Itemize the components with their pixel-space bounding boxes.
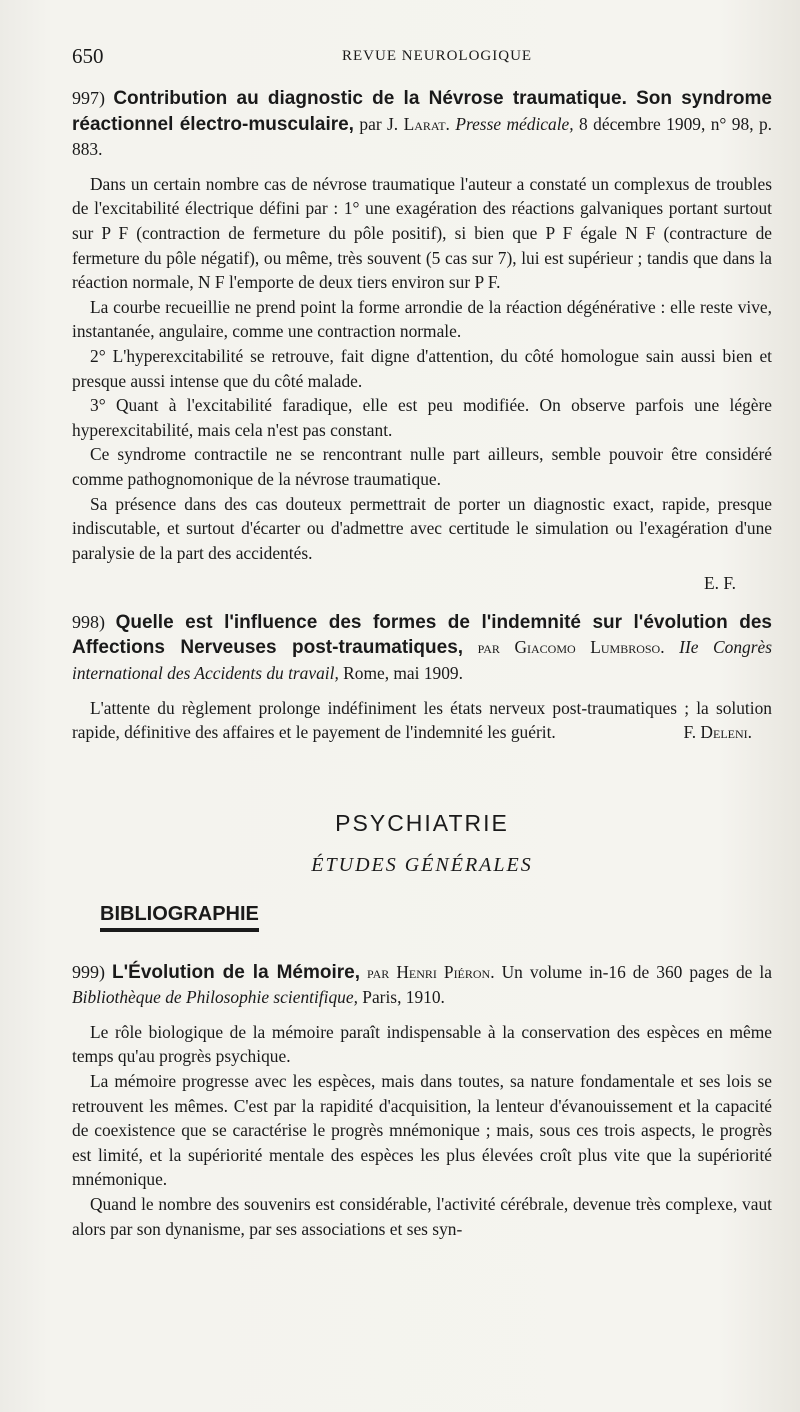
abstract-999	[72, 960, 772, 1242]
entry-place-date: Rome, mai 1909.	[343, 663, 463, 684]
entry-heading	[72, 960, 772, 1010]
entry-author: Lumbroso.	[590, 637, 665, 658]
entry-author: Larat.	[403, 113, 450, 134]
entry-source: IIe Congrès international des Accidents du travail,	[72, 637, 772, 684]
body-paragraph: Ce syndrome contractile ne se rencontrant nulle part ailleurs, semble pouvoir être considéré comme pathognomonique de la névrose traumatique.	[72, 444, 772, 489]
entry-date: 8 décembre 1909, n° 98, p. 883.	[72, 113, 773, 160]
body-paragraph: Quand le nombre des souvenirs est considérable, l'activité cérébrale, devenue très complexe, vaut alors par son dynanisme, par ses associations et ses syn-	[72, 1193, 772, 1239]
subsection-heading: ÉTUDES GÉNÉRALES	[311, 854, 533, 877]
entry-title: L'Évolution de la Mémoire,	[112, 961, 361, 983]
entry-title: Contribution au diagnostic de la Névrose traumatique. Son syndrome réactionnel électro-musculaire,	[72, 88, 773, 135]
entry-heading	[72, 610, 772, 686]
abstract-998	[72, 610, 772, 745]
page-header	[72, 44, 772, 74]
body-paragraph: 2° L'hyperexcitabilité se retrouve, fait digne d'attention, du côté homologue sain aussi bien et presque aussi intense que du côté malade.	[72, 345, 772, 391]
signature: F. Deleni.	[683, 722, 752, 743]
page-number: 650	[72, 44, 104, 68]
entry-number: 997)	[72, 88, 105, 108]
entry-by: par Giacomo	[477, 637, 576, 658]
entry-collection: Bibliothèque de Philosophie scientifique,	[72, 987, 358, 1008]
bibliography-heading: BIBLIOGRAPHIE	[100, 902, 259, 932]
body-paragraph: Dans un certain nombre cas de névrose traumatique l'auteur a constaté un complexus de troubles de l'excitabilité électrique défini par : 1° une exagération des réactions galvaniques portant surtout sur P F (contraction de fermeture du pôle positif), si bien que P F égale N F (contracture de fermeture du pôle négatif), ou même, très souvent (5 cas sur 7), lui est supérieur ; tandis que dans la réaction normale, N F l'emporte de deux tiers environ sur P F.	[72, 173, 772, 293]
body-paragraph: La mémoire progresse avec les espèces, mais dans toutes, sa nature fondamentale et ses lois se retrouvent les mêmes. C'est par la rapidité d'acquisition, la lenteur d'évanouissement et la capacité de coexistence que se caractérise le progrès mnémonique ; mais, sous ces trois aspects, le progrès est limité, et la supériorité mentale des espèces les plus élevées croît plus vite que la supériorité mnémonique.	[72, 1071, 772, 1190]
entry-details: Un volume in-16 de 360 pages de la	[501, 961, 772, 982]
running-title: REVUE NEUROLOGIQUE	[342, 48, 533, 64]
body-paragraph: 3° Quant à l'excitabilité faradique, elle est peu modifiée. On observe parfois une légère hyperexcitabilité, mais cela n'est pas constant.	[72, 395, 772, 440]
entry-title: Quelle est l'influence des formes de l'indemnité sur l'évolution des Affections Nerveuses post-traumatiques,	[72, 611, 772, 659]
abstract-997	[72, 86, 772, 596]
entry-number: 998)	[72, 611, 105, 632]
body-paragraph: La courbe recueillie ne prend point la forme arrondie de la réaction dégénérative : elle reste vive, instantanée, angulaire, comme une contraction normale.	[72, 296, 772, 342]
body-paragraph: Sa présence dans des cas douteux permettrait de porter un diagnostic exact, rapide, presque indiscutable, et surtout d'écarter ou d'admettre avec certitude le simulation ou l'exagération d'une paralysie de la part des accidentés.	[72, 493, 772, 563]
entry-place-date: Paris, 1910.	[362, 987, 445, 1008]
body-paragraph: Le rôle biologique de la mémoire paraît indispensable à la conservation des espèces en même temps qu'au progrès psychique.	[72, 1021, 772, 1067]
body-text: L'attente du règlement prolonge indéfiniment les états nerveux post-traumatiques ; la solution rapide, définitive des affaires et le payement de l'indemnité les guérit.	[72, 697, 772, 743]
body-paragraph	[72, 696, 772, 745]
entry-number: 999)	[72, 961, 105, 982]
entry-heading	[72, 86, 772, 162]
signature: E. F.	[704, 573, 736, 594]
section-heading: PSYCHIATRIE	[335, 809, 509, 836]
page-content	[72, 86, 772, 1241]
entry-by: par J.	[359, 113, 399, 134]
entry-source: Presse médicale,	[455, 113, 574, 134]
entry-by: par Henri Piéron.	[367, 961, 495, 982]
